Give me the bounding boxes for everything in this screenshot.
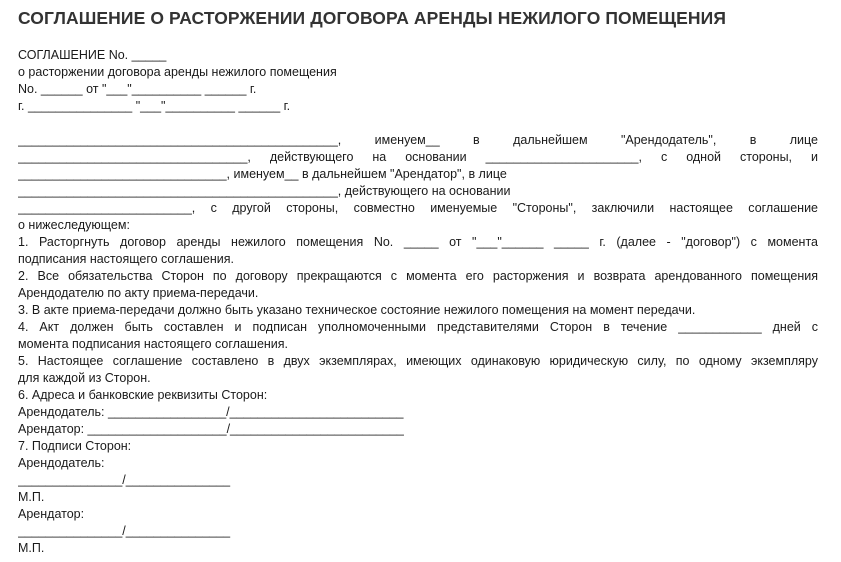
landlord-line: ______________________________________________, именуем__ в дальнейшем "Арендодатель", в лице	[18, 133, 818, 147]
tenant-details-line: Арендатор: ____________________/_________________________	[18, 422, 404, 436]
clause-1-line-2: подписания настоящего соглашения.	[18, 252, 235, 266]
landlord-details-line: Арендодатель: _________________/_________________________	[18, 405, 404, 419]
city-date-line: г. _______________ "___"__________ ______ г.	[18, 99, 291, 113]
clause-7-line: 7. Подписи Сторон:	[18, 439, 132, 453]
agreement-number-line: СОГЛАШЕНИЕ No. _____	[18, 48, 167, 62]
landlord-seal-label: М.П.	[18, 490, 45, 504]
document-title: СОГЛАШЕНИЕ О РАСТОРЖЕНИИ ДОГОВОРА АРЕНДЫ НЕЖИЛОГО ПОМЕЩЕНИЯ	[18, 8, 727, 28]
tenant-signature-line: _______________/_______________	[18, 524, 231, 538]
tenant-basis-line: ______________________________________________, действующего на основании	[18, 184, 511, 198]
clause-4-line-2: момента подписания настоящего соглашения.	[18, 337, 289, 351]
clause-3-line: 3. В акте приема-передачи должно быть указано техническое состояние нежилого помещения на момент передачи.	[18, 303, 696, 317]
landlord-signature-line: _______________/_______________	[18, 473, 231, 487]
blank-line	[18, 115, 833, 132]
following-line: о нижеследующем:	[18, 218, 130, 232]
tenant-line: ______________________________, именуем__ в дальнейшем "Арендатор", в лице	[18, 167, 507, 181]
clause-2-line-2: Арендодателю по акту приема-передачи.	[18, 286, 259, 300]
tenant-signature-label: Арендатор:	[18, 507, 85, 521]
landlord-basis-line: _________________________________, действующего на основании ______________________, с одной стороны, и	[18, 150, 818, 164]
clause-6-line: 6. Адреса и банковские реквизиты Сторон:	[18, 388, 268, 402]
agreement-subject-line: о расторжении договора аренды нежилого помещения	[18, 65, 337, 79]
tenant-seal-label: М.П.	[18, 541, 45, 555]
parties-line: _________________________, с другой стороны, совместно именуемые "Стороны", заключили настоящее соглашение	[18, 201, 818, 215]
clause-1-line-1: 1. Расторгнуть договор аренды нежилого помещения No. _____ от "___"______ _____ г. (далее - "договор") с момента	[18, 235, 818, 249]
clause-2-line-1: 2. Все обязательства Сторон по договору прекращаются с момента его расторжения и возврата арендованного помещения	[18, 269, 818, 283]
clause-5-line-2: для каждой из Сторон.	[18, 371, 151, 385]
document-body	[18, 47, 833, 557]
contract-number-line: No. ______ от "___"__________ ______ г.	[18, 82, 257, 96]
landlord-signature-label: Арендодатель:	[18, 456, 105, 470]
clause-4-line-1: 4. Акт должен быть составлен и подписан уполномоченными представителями Сторон в течение ____________ дней с	[18, 320, 818, 334]
clause-5-line-1: 5. Настоящее соглашение составлено в двух экземплярах, имеющих одинаковую юридическую силу, по одному экземпляру	[18, 354, 818, 368]
